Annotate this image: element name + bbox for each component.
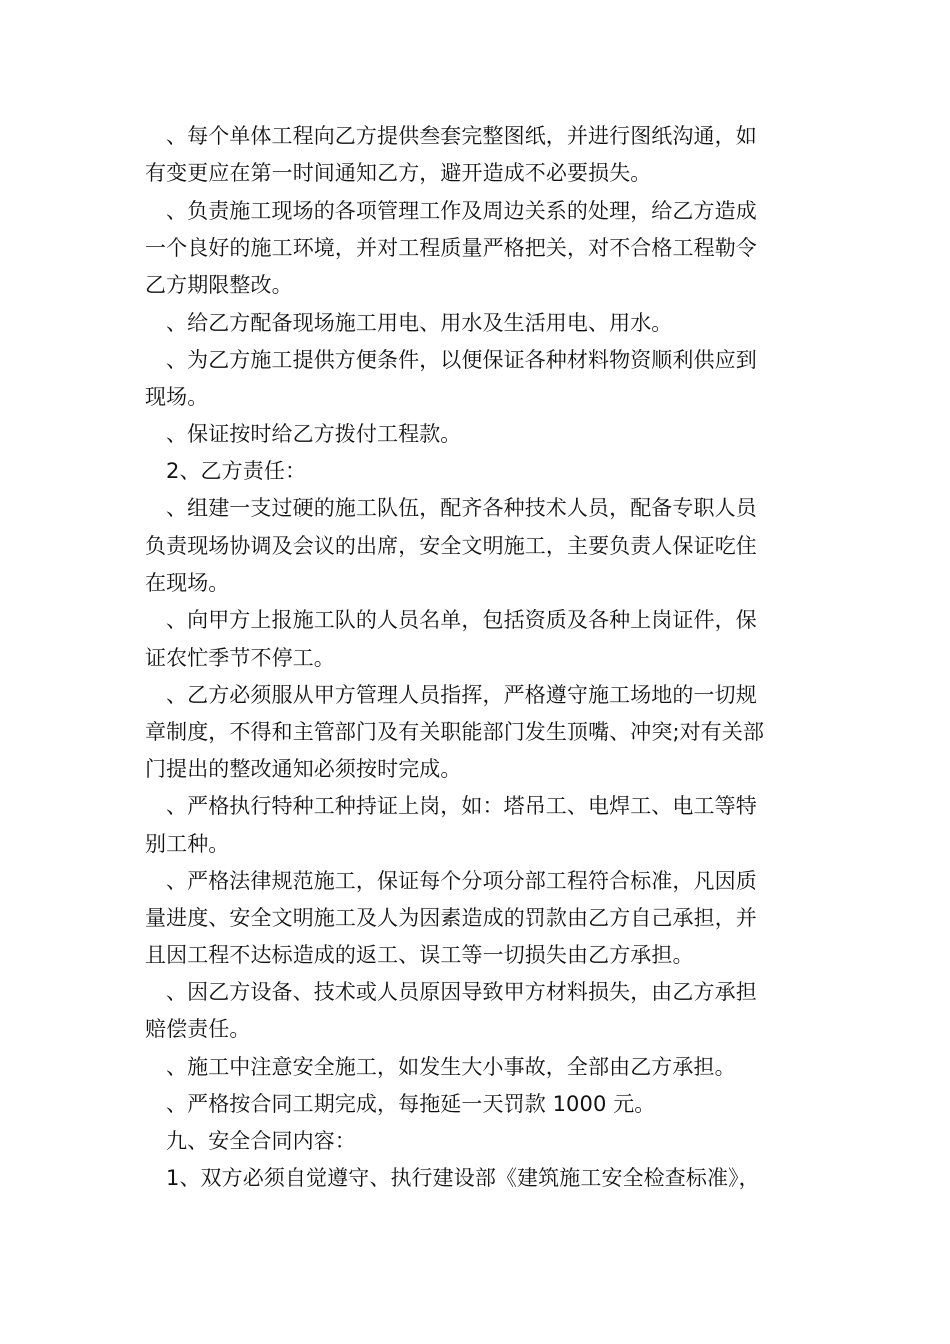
text-line-3: 、负责施工现场的各项管理工作及周边关系的处理，给乙方造成 bbox=[166, 199, 757, 223]
text-line-26: 、施工中注意安全施工，如发生大小事故，全部由乙方承担。 bbox=[166, 1055, 736, 1079]
text-line-4: 一个良好的施工环境，并对工程质量严格把关，对不合格工程勒令 bbox=[145, 236, 757, 260]
text-line-6: 、给乙方配备现场施工用电、用水及生活用电、用水。 bbox=[166, 311, 673, 335]
text-line-27: 、严格按合同工期完成，每拖延一天罚款 1000 元。 bbox=[166, 1092, 656, 1116]
text-line-29: 1、双方必须自觉遵守、执行建设部《建筑施工安全检查标准》， bbox=[166, 1166, 760, 1190]
text-line-13: 在现场。 bbox=[145, 571, 230, 595]
text-line-18: 门提出的整改通知必须按时完成。 bbox=[145, 757, 462, 781]
text-line-9: 、保证按时给乙方拨付工程款。 bbox=[166, 422, 462, 446]
text-line-19: 、严格执行特种工种持证上岗，如：塔吊工、电焊工、电工等特 bbox=[166, 794, 757, 818]
text-line-24: 、因乙方设备、技术或人员原因导致甲方材料损失，由乙方承担 bbox=[166, 980, 757, 1004]
text-line-23: 且因工程不达标造成的返工、误工等一切损失由乙方承担。 bbox=[145, 943, 694, 967]
text-line-7: 、为乙方施工提供方便条件，以便保证各种材料物资顺利供应到 bbox=[166, 348, 757, 372]
text-line-8: 现场。 bbox=[145, 385, 209, 409]
text-line-14: 、向甲方上报施工队的人员名单，包括资质及各种上岗证件，保 bbox=[166, 608, 757, 632]
section-heading-party-b: 2、乙方责任： bbox=[166, 459, 307, 483]
text-line-21: 、严格法律规范施工，保证每个分项分部工程符合标准，凡因质 bbox=[166, 869, 757, 893]
text-line-17: 章制度，不得和主管部门及有关职能部门发生顶嘴、冲突;对有关部 bbox=[145, 720, 765, 744]
text-line-2: 有变更应在第一时间通知乙方，避开造成不必要损失。 bbox=[145, 161, 652, 185]
text-line-16: 、乙方必须服从甲方管理人员指挥，严格遵守施工场地的一切规 bbox=[166, 683, 757, 707]
text-line-12: 负责现场协调及会议的出席，安全文明施工，主要负责人保证吃住 bbox=[145, 534, 757, 558]
section-heading-safety: 九、安全合同内容： bbox=[166, 1129, 356, 1153]
text-line-1: 、每个单体工程向乙方提供叁套完整图纸，并进行图纸沟通，如 bbox=[166, 124, 757, 148]
text-line-20: 别工种。 bbox=[145, 832, 230, 856]
text-line-25: 赔偿责任。 bbox=[145, 1017, 251, 1041]
text-line-5: 乙方期限整改。 bbox=[145, 273, 293, 297]
text-line-11: 、组建一支过硬的施工队伍，配齐各种技术人员，配备专职人员 bbox=[166, 496, 757, 520]
text-line-15: 证农忙季节不停工。 bbox=[145, 646, 335, 670]
text-line-22: 量进度、安全文明施工及人为因素造成的罚款由乙方自己承担，并 bbox=[145, 906, 757, 930]
